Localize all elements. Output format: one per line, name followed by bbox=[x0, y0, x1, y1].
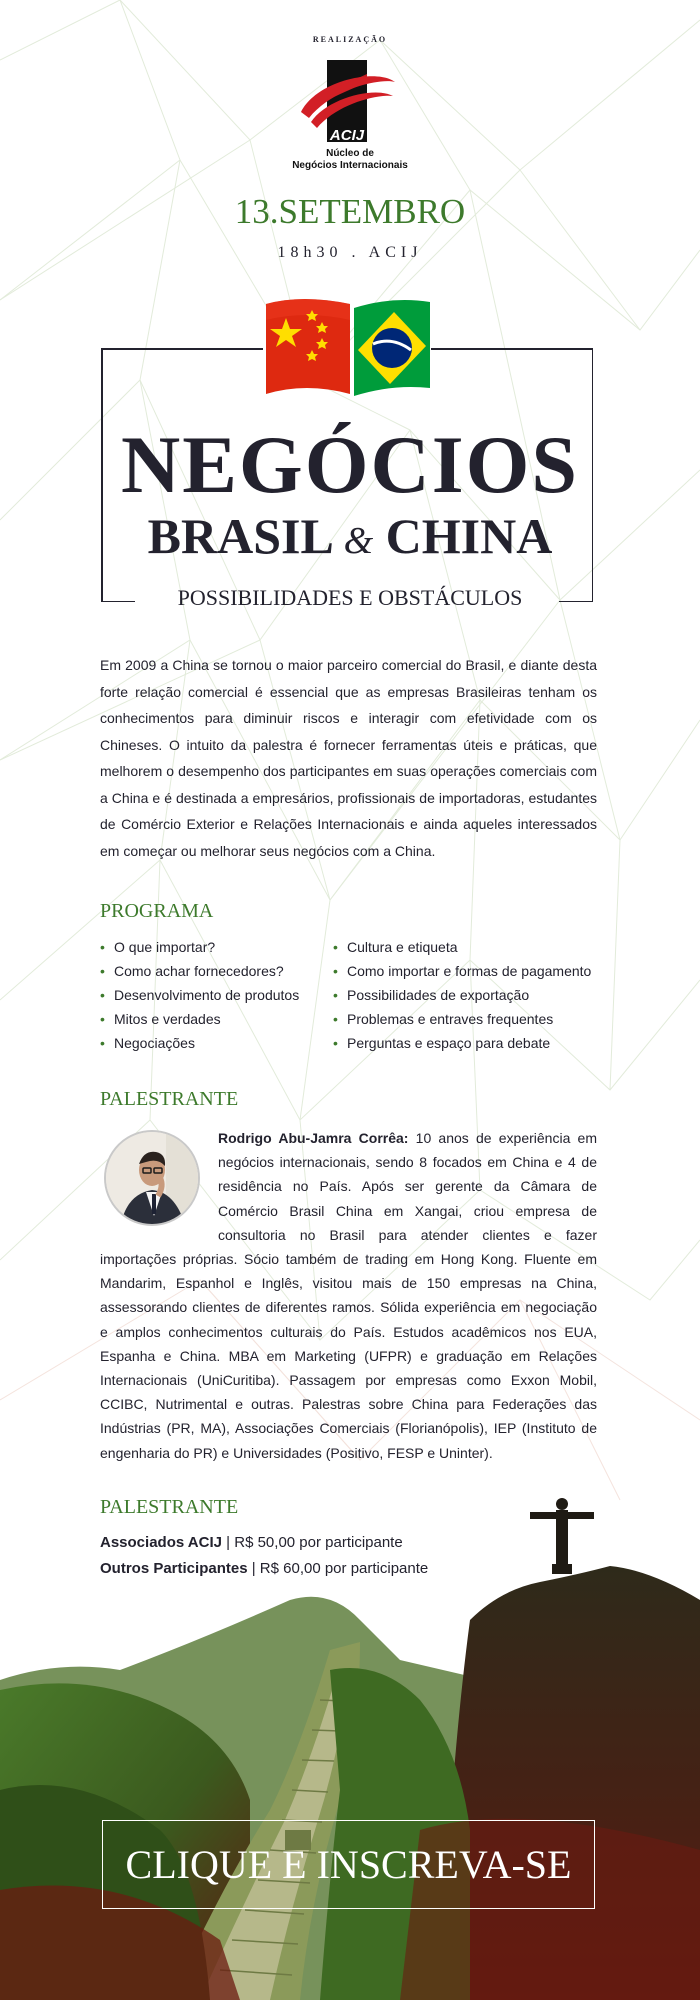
event-date: 13.SETEMBRO bbox=[234, 192, 466, 231]
logo-caption-line2: Negócios Internacionais bbox=[292, 160, 408, 171]
price-label: Outros Participantes bbox=[100, 1560, 248, 1577]
speaker-name: Rodrigo Abu-Jamra Corrêa: bbox=[218, 1130, 409, 1146]
china-brazil-flags-icon bbox=[262, 290, 434, 408]
list-item: • O que importar? bbox=[100, 935, 299, 959]
event-time: 18h30 . ACIJ bbox=[277, 244, 423, 261]
list-item: • Como achar fornecedores? bbox=[100, 959, 299, 983]
price-value: R$ 60,00 por participante bbox=[259, 1560, 429, 1577]
title-sub bbox=[0, 506, 700, 571]
list-item: • Mitos e verdades bbox=[100, 1007, 299, 1031]
list-item: • Desenvolvimento de produtos bbox=[100, 983, 299, 1007]
price-separator: | bbox=[251, 1560, 256, 1577]
program-list-right bbox=[333, 935, 591, 1055]
program-heading: PROGRAMA bbox=[100, 900, 214, 922]
logo-caption bbox=[280, 148, 420, 172]
program-list-left bbox=[100, 935, 299, 1055]
list-item: • Possibilidades de exportação bbox=[333, 983, 591, 1007]
speaker-photo bbox=[106, 1132, 200, 1226]
title-sub-amp: & bbox=[343, 520, 374, 562]
title-sub-left: BRASIL bbox=[147, 508, 332, 564]
intro-paragraph: Em 2009 a China se tornou o maior parceiro comercial do Brasil, e diante desta forte relação comercial é essencial que as empresas Brasileiras tenham os conhecimentos para diminuir riscos e interagir com efetividade com os Chineses. O intuito da palestra é fornecer ferramentas úteis e práticas, que melhorem o desempenho dos participantes em suas operações comerciais com a China e é destinada a empresários, profissionais de importadoras, estudantes de Comércio Exterior e Relações Internacionais e ainda aqueles interessados em começar ou melhorar seus negócios com a China. bbox=[100, 657, 597, 859]
price-separator: | bbox=[226, 1534, 231, 1551]
logo-caption-line1: Núcleo de bbox=[326, 148, 374, 159]
great-wall-christ-redeemer-silhouette bbox=[0, 1470, 700, 2000]
price-value: R$ 50,00 por participante bbox=[234, 1534, 403, 1551]
organizer-label: REALIZAÇÃO bbox=[312, 35, 388, 44]
price-label: Associados ACIJ bbox=[100, 1534, 222, 1551]
title-sub-right: CHINA bbox=[385, 508, 553, 564]
pricing-heading: PALESTRANTE bbox=[100, 1496, 239, 1518]
speaker-heading: PALESTRANTE bbox=[100, 1088, 239, 1110]
speaker-bio-text: 10 anos de experiência em negócios internacionais, sendo 8 focados em China e 4 de residência no País. Após ser gerente da Câmara de Comércio Brasil China em Xangai, criou empresa de consultoria no Brasil para atender clientes e fazer importações próprias. Sócio também de trading em Hong Kong. Fluente em Mandarim, Espanhol e Inglês, visitou mais de 150 empresas na China, assessorando clientes de diferentes ramos. Sólida experiência em negociação e amplos conhecimentos culturais do País. Estudos acadêmicos nos EUA, Espanha e China. MBA em Marketing (UFPR) e graduação em Relações Internacionais (UniCuritiba). Passagem por empresas como Exxon Mobil, CCIBC, Nutrimental e outras. Palestras sobre China para Federações das Indústrias (PR, MA), Associações Comerciais (Florianópolis), IEP (Instituto de engenharia do PR) e Universidades (Positivo, FESP e Uninter). bbox=[100, 1130, 598, 1461]
list-item: • Cultura e etiqueta bbox=[333, 935, 591, 959]
logo-text: ACIJ bbox=[329, 127, 365, 144]
list-item: • Como importar e formas de pagamento bbox=[333, 959, 591, 983]
list-item: • Negociações bbox=[100, 1031, 299, 1055]
title-main: NEGÓCIOS bbox=[121, 419, 579, 510]
register-button[interactable]: CLIQUE E INSCREVA-SE bbox=[102, 1820, 595, 1909]
list-item: • Perguntas e espaço para debate bbox=[333, 1031, 591, 1055]
title-tagline: POSSIBILIDADES E OBSTÁCULOS bbox=[177, 585, 523, 610]
list-item: • Problemas e entraves frequentes bbox=[333, 1007, 591, 1031]
speaker-avatar bbox=[104, 1130, 200, 1226]
